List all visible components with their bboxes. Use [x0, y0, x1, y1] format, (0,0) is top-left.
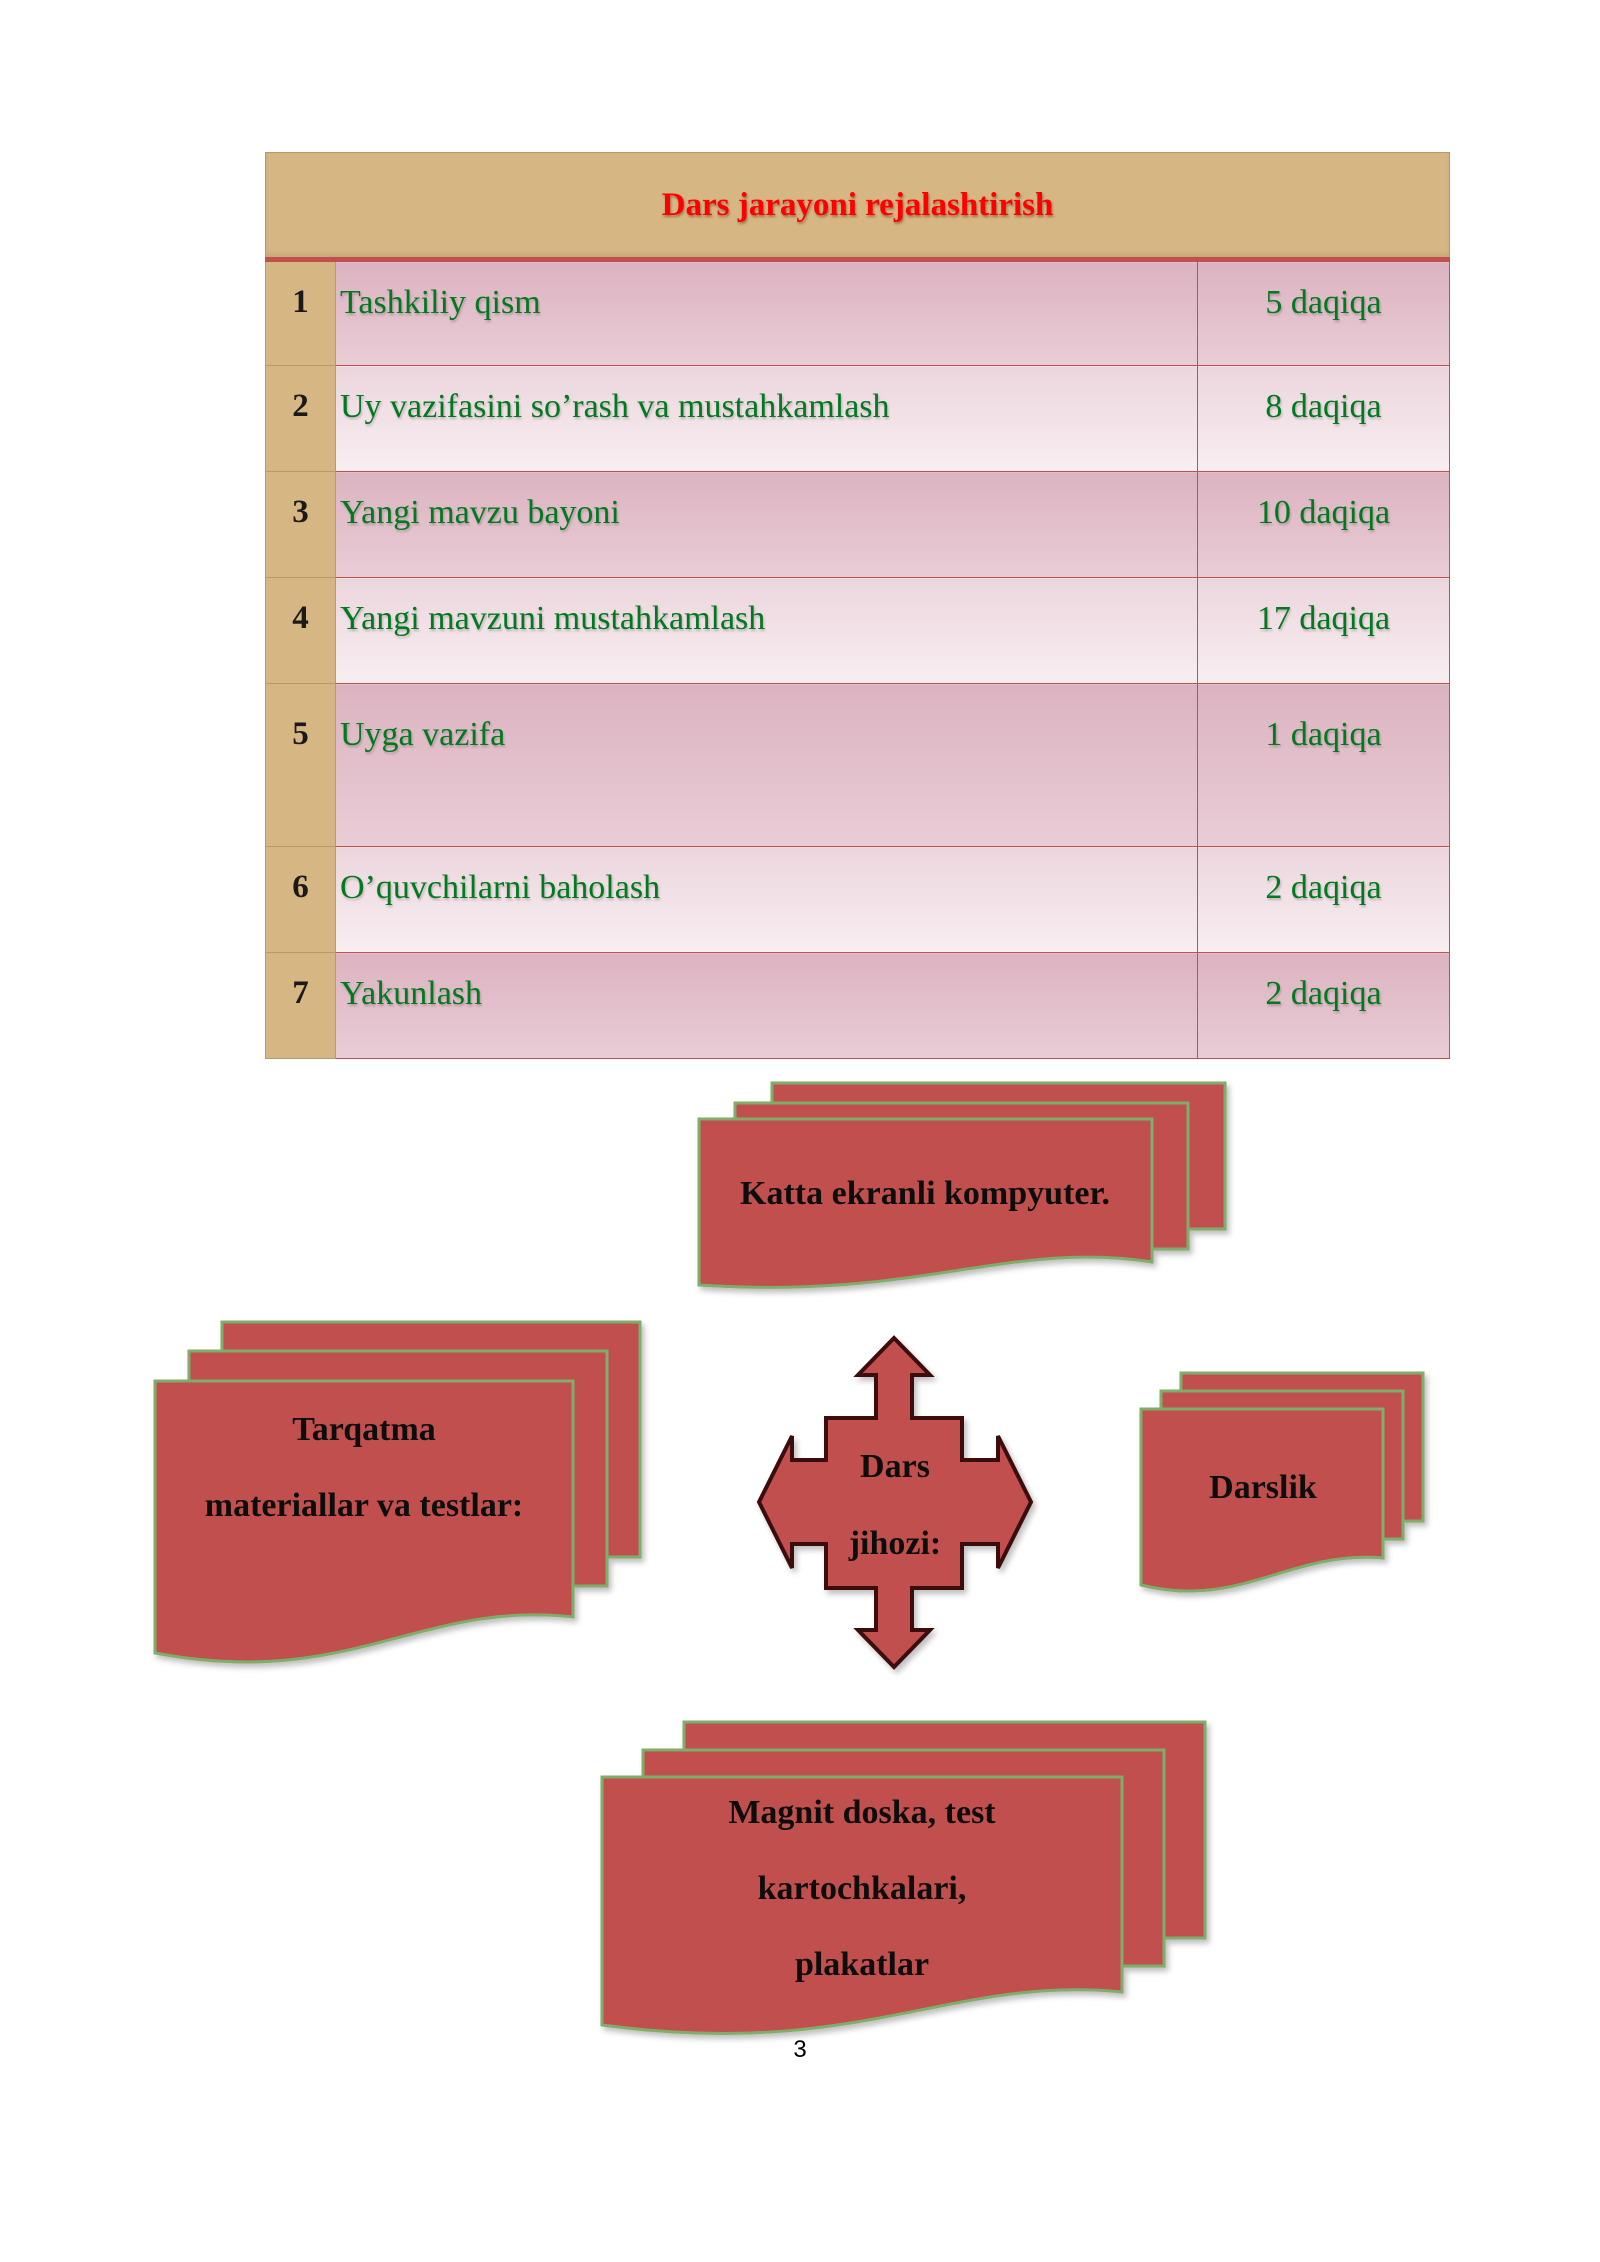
- row-number: 1: [266, 260, 336, 366]
- bottom-box-label-line1: Magnit doska, test: [728, 1794, 996, 1831]
- table-title: Dars jarayoni rejalashtirish: [661, 186, 1054, 223]
- row-duration: 17 daqiqa: [1197, 578, 1449, 684]
- row-stage: O’quvchilarni baholash: [336, 847, 1198, 953]
- row-duration: 10 daqiqa: [1197, 472, 1449, 578]
- left-document-stack: [155, 1322, 640, 1662]
- top-document-stack: [699, 1083, 1225, 1287]
- row-stage: Uyga vazifa: [336, 684, 1198, 847]
- row-stage: Uy vazifasini so’rash va mustahkamlash: [336, 366, 1198, 472]
- row-number: 4: [266, 578, 336, 684]
- row-number: 2: [266, 366, 336, 472]
- right-box-label: Darslik: [1209, 1469, 1317, 1506]
- center-label-line2: jihozi:: [848, 1525, 942, 1562]
- row-stage: Tashkiliy qism: [336, 260, 1198, 366]
- center-label-line1: Dars: [860, 1448, 930, 1485]
- row-duration: 5 daqiqa: [1197, 260, 1449, 366]
- left-box-label-line1: Tarqatma: [292, 1411, 436, 1448]
- row-number: 3: [266, 472, 336, 578]
- row-number: 5: [266, 684, 336, 847]
- row-number: 7: [266, 953, 336, 1059]
- row-duration: 2 daqiqa: [1197, 847, 1449, 953]
- row-duration: 8 daqiqa: [1197, 366, 1449, 472]
- bottom-box-label-line3: plakatlar: [794, 1946, 930, 1983]
- four-way-arrow-icon: [759, 1338, 1031, 1667]
- top-box-label: Katta ekranli kompyuter.: [740, 1175, 1110, 1212]
- left-box-label-line2: materiallar va testlar:: [204, 1487, 524, 1524]
- right-document-stack: [1141, 1373, 1423, 1591]
- bottom-box-label-line2: kartochkalari,: [757, 1870, 967, 1907]
- bottom-document-stack: [602, 1722, 1205, 2034]
- row-stage: Yangi mavzuni mustahkamlash: [336, 578, 1198, 684]
- row-duration: 2 daqiqa: [1197, 953, 1449, 1059]
- row-stage: Yangi mavzu bayoni: [336, 472, 1198, 578]
- row-duration: 1 daqiqa: [1197, 684, 1449, 847]
- page-number: 3: [793, 2036, 807, 2063]
- row-number: 6: [266, 847, 336, 953]
- row-stage: Yakunlash: [336, 953, 1198, 1059]
